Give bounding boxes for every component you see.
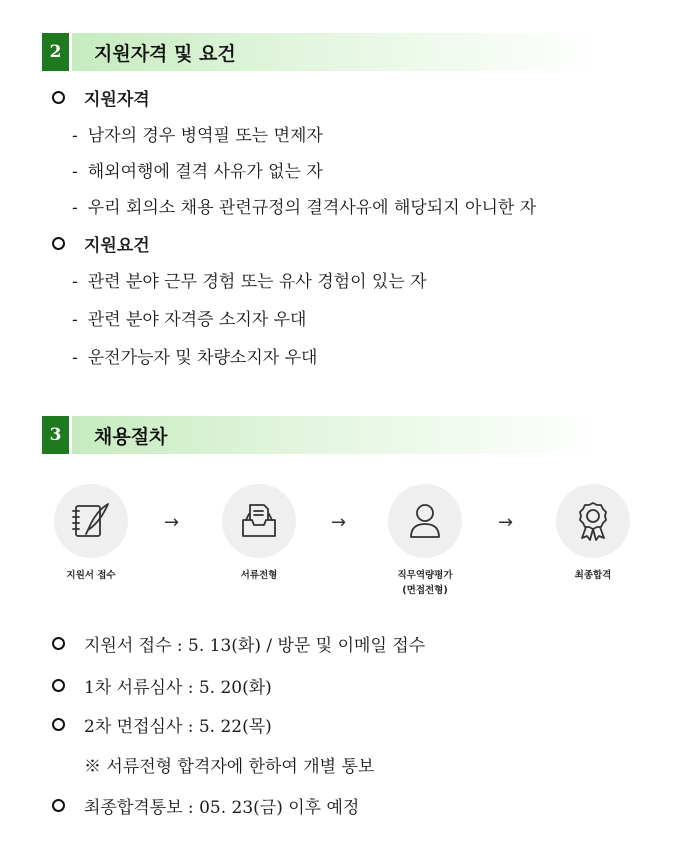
award-ribbon-icon [570,498,616,544]
list-item [72,193,536,218]
circle-bullet-icon [52,637,65,650]
process-step-competency-evaluation [355,484,495,598]
arrow-right-icon: → [164,512,180,533]
list-item-text: 관련 분야 근무 경험 또는 유사 경험이 있는 자 [87,272,427,292]
circle-bullet-icon [52,679,65,692]
step-label [355,568,495,598]
section-2-header [42,33,602,71]
dash-marker: - [72,272,78,292]
section-number: 3 [42,416,72,454]
dash-marker: - [72,126,78,146]
dash-marker: - [72,348,78,368]
qualification-heading-row [52,85,150,110]
qualification-heading: 지원자격 [84,90,150,110]
schedule-note: ※ 서류전형 합격자에 한하여 개별 통보 [84,757,375,777]
section-3-header [42,416,602,454]
step-label: 최종합격 [574,570,612,581]
list-item-text: 해외여행에 결격 사유가 없는 자 [87,162,323,182]
circle-bullet-icon [52,91,65,104]
list-item [72,305,306,330]
schedule-item [52,712,272,737]
schedule-item [52,673,272,698]
process-step-application [21,484,161,583]
schedule-item [52,631,425,656]
dash-marker: - [72,162,78,182]
section-title: 지원자격 및 요건 [72,33,602,71]
circle-bullet-icon [52,718,65,731]
step-label: 서류전형 [240,570,278,581]
person-icon [402,498,448,544]
dash-marker: - [72,198,78,218]
step-label-line2: (면접전형) [402,585,448,596]
schedule-text: 최종합격통보 : 05. 23(금) 이후 예정 [84,798,360,818]
list-item [72,343,317,368]
step-label: 지원서 접수 [66,570,116,581]
step-icon-circle [556,484,630,558]
schedule-text: 1차 서류심사 : 5. 20(화) [84,678,272,698]
arrow-right-icon: → [331,512,347,533]
step-icon-circle [222,484,296,558]
requirements-heading: 지원요건 [84,236,150,256]
list-item-text: 운전가능자 및 차량소지자 우대 [87,348,318,368]
step-icon-circle [54,484,128,558]
step-icon-circle [388,484,462,558]
step-label-line1: 직무역량평가 [397,570,453,581]
section-title: 채용절차 [72,416,602,454]
list-item [72,267,427,292]
circle-bullet-icon [52,237,65,250]
process-step-final-acceptance [523,484,663,583]
circle-bullet-icon [52,799,65,812]
schedule-text: 2차 면접심사 : 5. 22(목) [84,717,272,737]
list-item [72,157,323,182]
list-item [72,121,323,146]
process-step-document-screening [189,484,329,583]
list-item-text: 남자의 경우 병역필 또는 면제자 [87,126,323,146]
requirements-heading-row [52,231,150,256]
list-item-text: 관련 분야 자격증 소지자 우대 [87,310,307,330]
document-tray-icon [236,498,282,544]
schedule-item-final [52,793,359,818]
section-number: 2 [42,33,72,71]
schedule-text: 지원서 접수 : 5. 13(화) / 방문 및 이메일 접수 [84,636,426,656]
list-item-text: 우리 회의소 채용 관련규정의 결격사유에 해당되지 아니한 자 [87,198,537,218]
dash-marker: - [72,310,78,330]
notebook-pen-icon [68,498,114,544]
arrow-right-icon: → [498,512,514,533]
